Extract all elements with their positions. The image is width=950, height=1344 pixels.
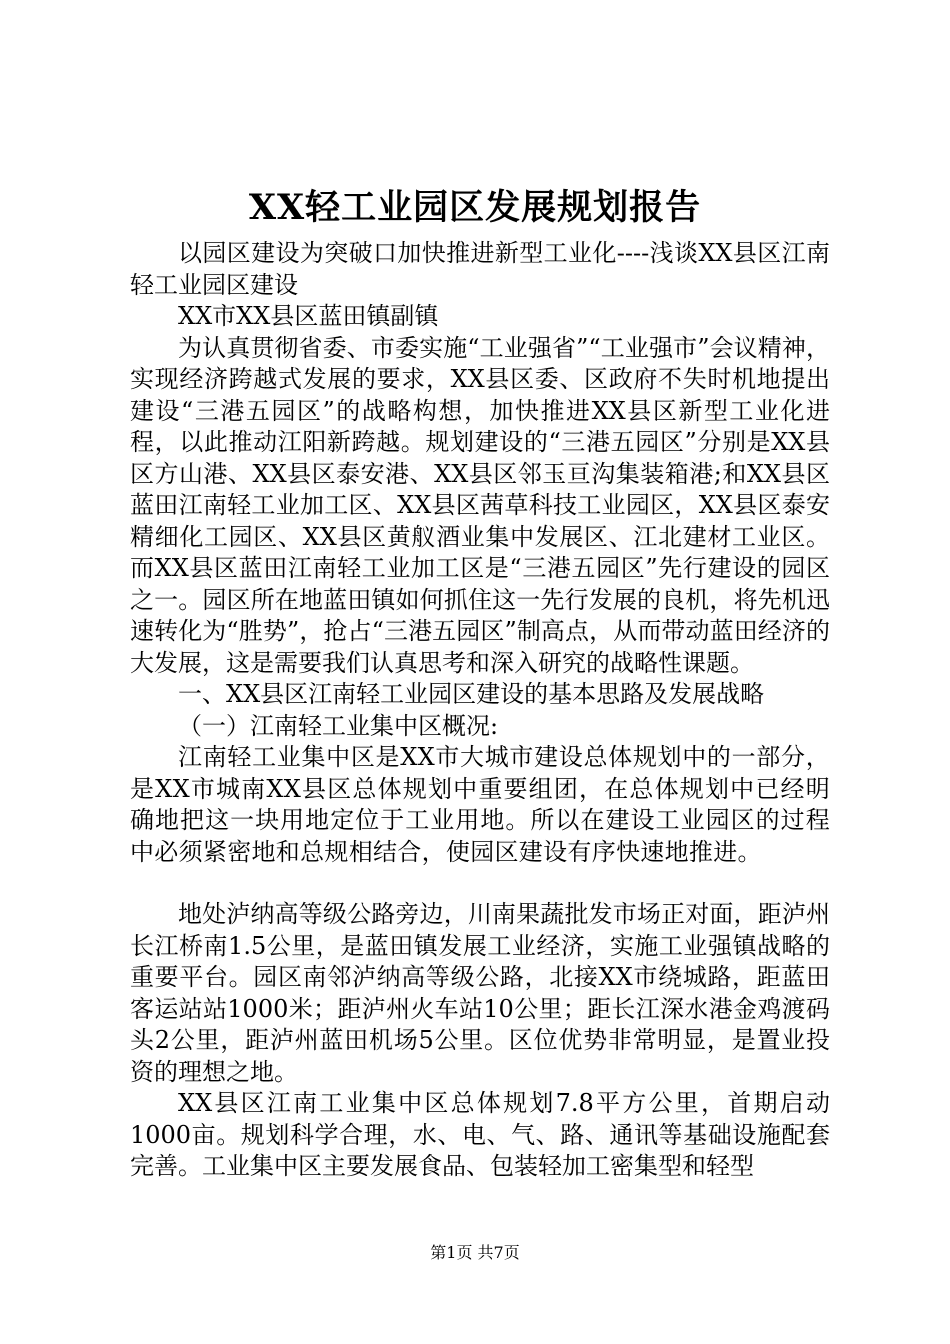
- planning-paragraph: XX县区江南工业集中区总体规划7.8平方公里，首期启动1000亩。规划科学合理，水、电、气、路、通讯等基础设施配套完善。工业集中区主要发展食品、包装轻加工密集型和轻型: [130, 1089, 830, 1180]
- document-title: XX轻工业园区发展规划报告: [248, 187, 702, 228]
- page-footer: 第1页 共7页: [430, 1243, 520, 1262]
- document-body: [130, 238, 830, 1183]
- subtitle-paragraph: 以园区建设为突破口加快推进新型工业化----浅谈XX县区江南轻工业园区建设: [130, 239, 830, 299]
- section-heading: 一、XX县区江南轻工业园区建设的基本思路及发展战略: [178, 680, 765, 708]
- intro-paragraph: 为认真贯彻省委、市委实施“工业强省”“工业强市”会议精神，实现经济跨越式发展的要求，XX县区委、区政府不失时机地提出建设“三港五园区”的战略构想，加快推进XX县区新型工业化进程，以此推动江阳新跨越。规划建设的“三港五园区”分别是XX县区方山港、XX县区泰安港、XX县区邻玉亘沟集装箱港;和XX县区蓝田江南轻工业加工区、XX县区茜草科技工业园区，XX县区泰安精细化工园区、XX县区黄舣酒业集中发展区、江北建材工业区。而XX县区蓝田江南轻工业加工区是“三港五园区”先行建设的园区之一。园区所在地蓝田镇如何抓住这一先行发展的良机，将先机迅速转化为“胜势”，抢占“三港五园区”制高点，从而带动蓝田经济的大发展，这是需要我们认真思考和深入研究的战略性课题。: [130, 333, 830, 677]
- paragraph-gap: [130, 868, 830, 899]
- subsection-heading: （一）江南轻工业集中区概况:: [178, 711, 499, 740]
- author-line: XX市XX县区蓝田镇副镇: [178, 302, 439, 330]
- overview-paragraph: 江南轻工业集中区是XX市大城市建设总体规划中的一部分，是XX市城南XX县区总体规划中重要组团，在总体规划中已经明确地把这一块用地定位于工业用地。所以在建设工业园区的过程中必须紧密地和总规相结合，使园区建设有序快速地推进。: [130, 743, 830, 866]
- location-paragraph: 地处泸纳高等级公路旁边，川南果蔬批发市场正对面，距泸州长江桥南1.5公里，是蓝田镇发展工业经济，实施工业强镇战略的重要平台。园区南邻泸纳高等级公路，北接XX市绕城路，距蓝田客运站站1000米；距泸州火车站10公里；距长江深水港金鸡渡码头2公里，距泸州蓝田机场5公里。区位优势非常明显，是置业投资的理想之地。: [130, 900, 830, 1086]
